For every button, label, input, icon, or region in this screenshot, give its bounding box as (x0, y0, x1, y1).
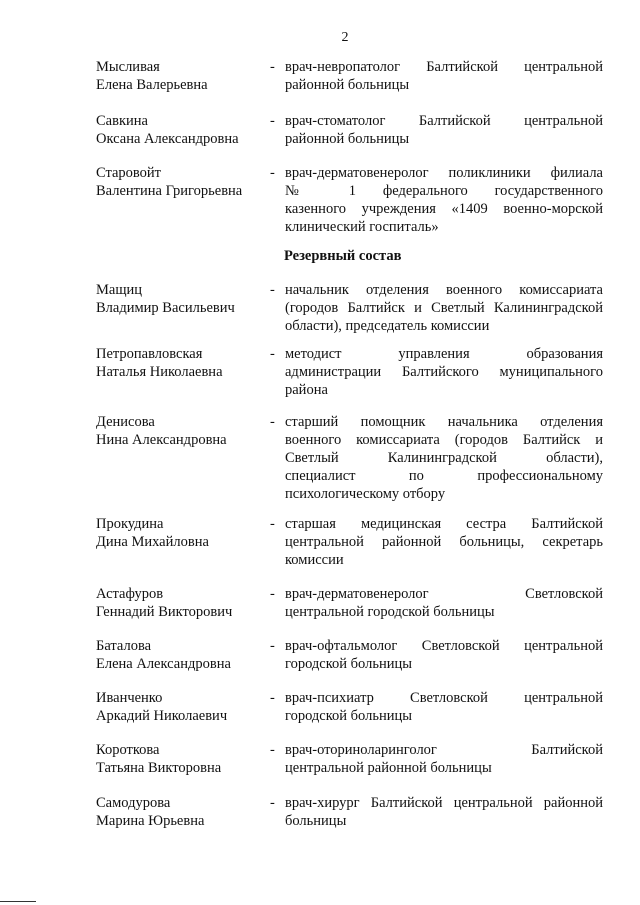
member-surname: Мащиц (96, 282, 143, 298)
member-surname: Мысливая (96, 59, 160, 75)
member-surname: Старовойт (96, 165, 162, 181)
footer-rule (0, 901, 36, 902)
member-surname: Баталова (96, 638, 152, 654)
position-line: врач-дерматовенеролог поликлиники филиала (285, 165, 603, 181)
position-line: (городов Балтийск и Светлый Калининградской (285, 300, 603, 316)
member-surname: Иванченко (96, 690, 163, 706)
position-line: центральной районной больницы (285, 760, 492, 776)
member-name (96, 164, 266, 200)
position-line: врач-невропатолог Балтийской центральной (285, 59, 603, 75)
member-position (285, 413, 603, 503)
member-given-names: Нина Александровна (96, 432, 227, 448)
separator-dash: - (270, 59, 275, 75)
position-line: врач-дерматовенеролог Светловской (285, 586, 603, 602)
separator-dash: - (270, 282, 275, 298)
position-line: врач-психиатр Светловской центральной (285, 690, 603, 706)
separator-dash: - (270, 586, 275, 602)
separator-dash: - (270, 690, 275, 706)
position-line: старший помощник начальника отделения (285, 414, 603, 430)
position-line: врач-оториноларинголог Балтийской (285, 742, 603, 758)
member-given-names: Татьяна Викторовна (96, 760, 222, 776)
position-line: городской больницы (285, 656, 412, 672)
member-given-names: Дина Михайловна (96, 534, 209, 550)
member-name (96, 741, 266, 777)
position-line: врач-хирург Балтийской центральной районной (285, 795, 603, 811)
member-given-names: Аркадий Николаевич (96, 708, 228, 724)
member-position (285, 345, 603, 399)
position-line: специалист по профессиональному (285, 468, 603, 484)
member-position (285, 585, 603, 621)
member-position (285, 689, 603, 725)
position-line: казенного учреждения «1409 военно-морской (285, 201, 603, 217)
separator-dash: - (270, 516, 275, 532)
position-line: военного комиссариата (городов Балтийск и (285, 432, 603, 448)
member-position (285, 794, 603, 830)
member-surname: Самодурова (96, 795, 171, 811)
page-number: 2 (341, 30, 349, 45)
member-surname: Савкина (96, 113, 148, 129)
member-surname: Астафуров (96, 586, 164, 602)
member-name (96, 281, 266, 317)
member-name (96, 58, 266, 94)
position-line: городской больницы (285, 708, 412, 724)
position-line: больницы (285, 813, 347, 829)
member-name (96, 345, 266, 381)
separator-dash: - (270, 742, 275, 758)
member-surname: Денисова (96, 414, 155, 430)
member-name (96, 515, 266, 551)
member-name (96, 413, 266, 449)
member-surname: Прокудина (96, 516, 164, 532)
member-position (285, 637, 603, 673)
position-line: начальник отделения военного комиссариата (285, 282, 603, 298)
position-line: комиссии (285, 552, 344, 568)
member-given-names: Оксана Александровна (96, 131, 239, 147)
member-position (285, 281, 603, 335)
position-line: методист управления образования (285, 346, 603, 362)
position-line: врач-стоматолог Балтийской центральной (285, 113, 603, 129)
member-given-names: Валентина Григорьевна (96, 183, 243, 199)
position-line: врач-офтальмолог Светловской центральной (285, 638, 603, 654)
position-line: центральной районной больницы, секретарь (285, 534, 603, 550)
member-position (285, 741, 603, 777)
member-position (285, 112, 603, 148)
member-name (96, 637, 266, 673)
position-line: клинический госпиталь» (285, 219, 439, 235)
member-given-names: Наталья Николаевна (96, 364, 223, 380)
member-given-names: Елена Валерьевна (96, 77, 208, 93)
reserve-section-title: Резервный состав (284, 248, 402, 264)
separator-dash: - (270, 638, 275, 654)
separator-dash: - (270, 346, 275, 362)
member-given-names: Елена Александровна (96, 656, 231, 672)
position-line: области), председатель комиссии (285, 318, 490, 334)
member-given-names: Геннадий Викторович (96, 604, 233, 620)
position-line: старшая медицинская сестра Балтийской (285, 516, 603, 532)
member-name (96, 794, 266, 830)
position-line: районной больницы (285, 77, 410, 93)
member-surname: Короткова (96, 742, 160, 758)
member-position (285, 58, 603, 94)
position-line: администрации Балтийского муниципального (285, 364, 603, 380)
separator-dash: - (270, 795, 275, 811)
member-surname: Петропавловская (96, 346, 203, 362)
member-position (285, 515, 603, 569)
separator-dash: - (270, 165, 275, 181)
member-name (96, 689, 266, 725)
member-given-names: Владимир Васильевич (96, 300, 235, 316)
position-line: Светлый Калининградской области), (285, 450, 603, 466)
position-line: районной больницы (285, 131, 410, 147)
separator-dash: - (270, 414, 275, 430)
member-given-names: Марина Юрьевна (96, 813, 205, 829)
separator-dash: - (270, 113, 275, 129)
member-position (285, 164, 603, 236)
position-line: психологическому отбору (285, 486, 446, 502)
member-name (96, 112, 266, 148)
position-line: центральной городской больницы (285, 604, 495, 620)
position-line: района (285, 382, 328, 398)
position-line: № 1 федерального государственного (285, 183, 603, 199)
member-name (96, 585, 266, 621)
